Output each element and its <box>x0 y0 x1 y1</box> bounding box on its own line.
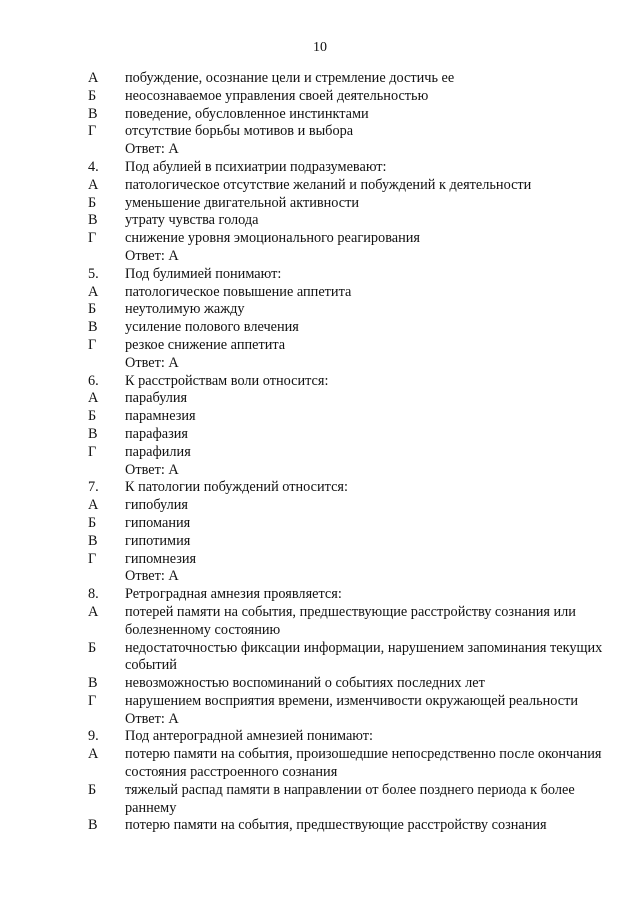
option-text: нарушением восприятия времени, изменчивости окружающей реальности <box>125 692 579 709</box>
option-row <box>88 390 608 408</box>
question-number: 7. <box>88 479 99 496</box>
option-row <box>88 426 608 444</box>
option-row <box>88 604 608 640</box>
option-letter: А <box>88 390 99 407</box>
option-text: парамнезия <box>125 408 196 425</box>
option-text: гипомания <box>125 514 191 531</box>
answer-text: Ответ: А <box>125 354 179 371</box>
option-letter: А <box>88 176 99 193</box>
option-text: недостаточностью фиксации информации, нарушением запоминания текущих событий <box>125 639 603 674</box>
option-letter: Г <box>88 123 97 140</box>
answer-row <box>88 141 608 159</box>
option-letter: Г <box>88 692 97 709</box>
option-row <box>88 177 608 195</box>
question-number: 9. <box>88 728 99 745</box>
option-row <box>88 319 608 337</box>
answer-row <box>88 355 608 373</box>
answer-text: Ответ: А <box>125 568 179 585</box>
option-text: невозможностью воспоминаний о событиях последних лет <box>125 675 485 692</box>
option-text: потерей памяти на события, предшествующие расстройству сознания или болезненному состоянию <box>125 603 576 638</box>
option-letter: А <box>88 603 99 620</box>
option-letter: Б <box>88 639 97 656</box>
option-letter: Б <box>88 87 97 104</box>
answer-row <box>88 248 608 266</box>
option-row <box>88 515 608 533</box>
page-number: 10 <box>313 40 327 55</box>
option-row <box>88 675 608 693</box>
option-letter: Г <box>88 550 97 567</box>
option-text: поведение, обусловленное инстинктами <box>125 105 369 122</box>
question-row <box>88 586 608 604</box>
option-text: гипотимия <box>125 532 191 549</box>
option-row <box>88 106 608 124</box>
option-text: потерю памяти на события, произошедшие непосредственно после окончания состояния расстроенного сознания <box>125 746 602 781</box>
option-letter: Б <box>88 194 97 211</box>
answer-row <box>88 568 608 586</box>
option-text: уменьшение двигательной активности <box>125 194 360 211</box>
answer-text: Ответ: А <box>125 461 179 478</box>
option-letter: А <box>88 497 99 514</box>
option-letter: Б <box>88 514 97 531</box>
question-row <box>88 728 608 746</box>
question-row <box>88 373 608 391</box>
question-row <box>88 266 608 284</box>
option-row <box>88 693 608 711</box>
option-letter: В <box>88 817 98 834</box>
question-text: К расстройствам воли относится: <box>125 372 329 389</box>
option-text: отсутствие борьбы мотивов и выбора <box>125 123 354 140</box>
option-letter: А <box>88 283 99 300</box>
question-text: Ретроградная амнезия проявляется: <box>125 586 342 603</box>
option-text: побуждение, осознание цели и стремление достичь ее <box>125 70 455 86</box>
option-letter: В <box>88 212 98 229</box>
answer-text: Ответ: А <box>125 141 179 158</box>
question-text: Под булимией понимают: <box>125 265 282 282</box>
option-text: парафилия <box>125 443 191 460</box>
option-letter: Б <box>88 781 97 798</box>
option-text: резкое снижение аппетита <box>125 336 286 353</box>
answer-text: Ответ: А <box>125 247 179 264</box>
option-letter: Г <box>88 443 97 460</box>
answer-text: Ответ: А <box>125 710 179 727</box>
option-row <box>88 533 608 551</box>
option-row <box>88 817 608 835</box>
option-row <box>88 640 608 676</box>
option-text: парафазия <box>125 425 188 442</box>
option-row <box>88 782 608 818</box>
option-text: патологическое повышение аппетита <box>125 283 352 300</box>
question-number: 8. <box>88 586 99 603</box>
option-text: неосознаваемое управления своей деятельностью <box>125 87 429 104</box>
option-letter: В <box>88 425 98 442</box>
document-body <box>88 70 608 835</box>
option-letter: Б <box>88 408 97 425</box>
option-row <box>88 444 608 462</box>
question-number: 5. <box>88 265 99 282</box>
question-number: 6. <box>88 372 99 389</box>
option-row <box>88 88 608 106</box>
answer-row <box>88 462 608 480</box>
option-letter: В <box>88 532 98 549</box>
question-text: К патологии побуждений относится: <box>125 479 348 496</box>
option-row <box>88 551 608 569</box>
option-row <box>88 123 608 141</box>
option-text: гипомнезия <box>125 550 197 567</box>
option-text: гипобулия <box>125 497 188 514</box>
option-text: патологическое отсутствие желаний и побуждений к деятельности <box>125 176 532 193</box>
option-row <box>88 408 608 426</box>
option-row <box>88 301 608 319</box>
option-text: утрату чувства голода <box>125 212 259 229</box>
option-row <box>88 284 608 302</box>
option-row <box>88 212 608 230</box>
option-text: парабулия <box>125 390 188 407</box>
option-letter: В <box>88 319 98 336</box>
question-text: Под абулией в психиатрии подразумевают: <box>125 158 387 175</box>
option-letter: Г <box>88 336 97 353</box>
question-row <box>88 159 608 177</box>
option-text: тяжелый распад памяти в направлении от более позднего периода к более раннему <box>125 781 575 816</box>
option-row <box>88 337 608 355</box>
option-text: потерю памяти на события, предшествующие расстройству сознания <box>125 817 547 834</box>
option-row <box>88 497 608 515</box>
option-letter: В <box>88 675 98 692</box>
option-row <box>88 746 608 782</box>
answer-row <box>88 711 608 729</box>
option-row <box>88 230 608 248</box>
option-letter: А <box>88 70 99 86</box>
option-row <box>88 70 608 88</box>
option-letter: А <box>88 746 99 763</box>
option-row <box>88 195 608 213</box>
question-number: 4. <box>88 158 99 175</box>
option-letter: Б <box>88 301 97 318</box>
question-row <box>88 479 608 497</box>
question-text: Под антероградной амнезией понимают: <box>125 728 373 745</box>
option-letter: Г <box>88 230 97 247</box>
option-text: снижение уровня эмоционального реагирования <box>125 230 420 247</box>
option-text: усиление полового влечения <box>125 319 299 336</box>
option-letter: В <box>88 105 98 122</box>
option-text: неутолимую жажду <box>125 301 245 318</box>
